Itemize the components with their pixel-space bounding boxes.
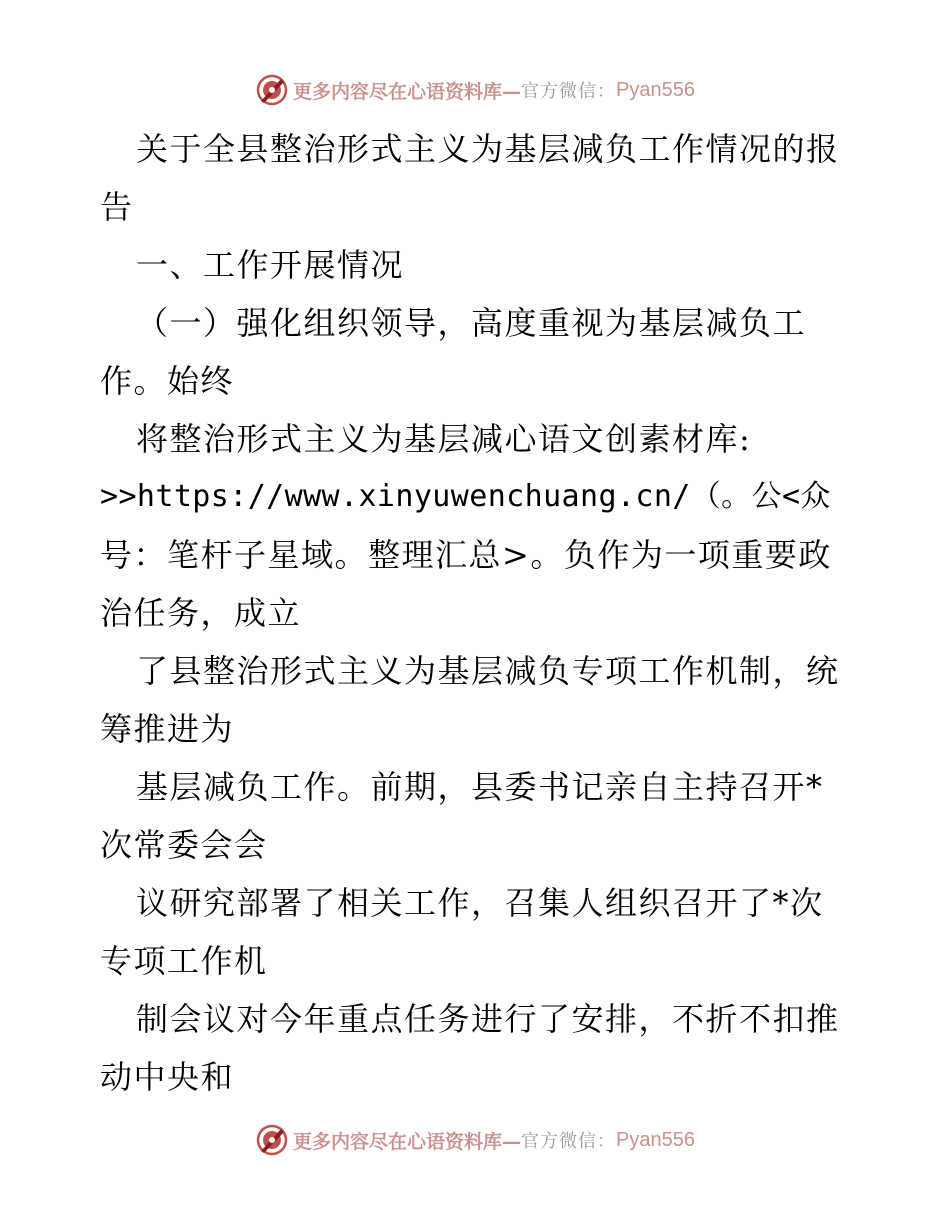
section-heading: 一、工作开展情况 bbox=[136, 246, 405, 284]
quill-seal-logo-icon bbox=[255, 73, 289, 107]
banner-wechat-id: Pyan556 bbox=[616, 78, 695, 101]
footer-banner bbox=[0, 1120, 950, 1160]
paragraph-line: （一）强化组织领导，高度重视为基层减负工 bbox=[136, 304, 807, 342]
paragraph-line: 专项工作机 bbox=[100, 942, 268, 980]
paragraph-line: 了县整治形式主义为基层减负专项工作机制，统 bbox=[136, 652, 840, 690]
paragraph-line: 筹推进为 bbox=[100, 710, 235, 748]
paragraph-line-url: >>https://www.xinyuwenchuang.cn/（。公<众 bbox=[100, 479, 831, 514]
banner-wechat-id: Pyan556 bbox=[616, 1128, 695, 1151]
title-line-2: 告 bbox=[100, 188, 134, 226]
title-line-1: 关于全县整治形式主义为基层减负工作情况的报 bbox=[136, 130, 840, 168]
banner-slogan: 更多内容尽在心语资料库— bbox=[293, 1130, 522, 1153]
paragraph-line: 治任务，成立 bbox=[100, 594, 302, 632]
document-body bbox=[100, 120, 860, 1106]
banner-slogan: 更多内容尽在心语资料库— bbox=[293, 80, 522, 103]
banner-wechat-label: 官方微信： bbox=[521, 81, 617, 102]
paragraph-line: 号：笔杆子星域。整理汇总>。负作为一项重要政 bbox=[100, 536, 832, 574]
quill-seal-logo-icon bbox=[255, 1123, 289, 1157]
paragraph-line: 将整治形式主义为基层减心语文创素材库: bbox=[136, 420, 752, 458]
paragraph-line: 动中央和 bbox=[100, 1058, 235, 1096]
paragraph-line: 基层减负工作。前期，县委书记亲自主持召开* bbox=[136, 768, 824, 806]
paragraph-line: 议研究部署了相关工作，召集人组织召开了*次 bbox=[136, 884, 824, 922]
banner-wechat-label: 官方微信： bbox=[521, 1131, 617, 1152]
header-banner bbox=[0, 70, 950, 110]
paragraph-line: 作。始终 bbox=[100, 362, 235, 400]
paragraph-line: 次常委会会 bbox=[100, 826, 268, 864]
paragraph-line: 制会议对今年重点任务进行了安排，不折不扣推 bbox=[136, 1000, 840, 1038]
